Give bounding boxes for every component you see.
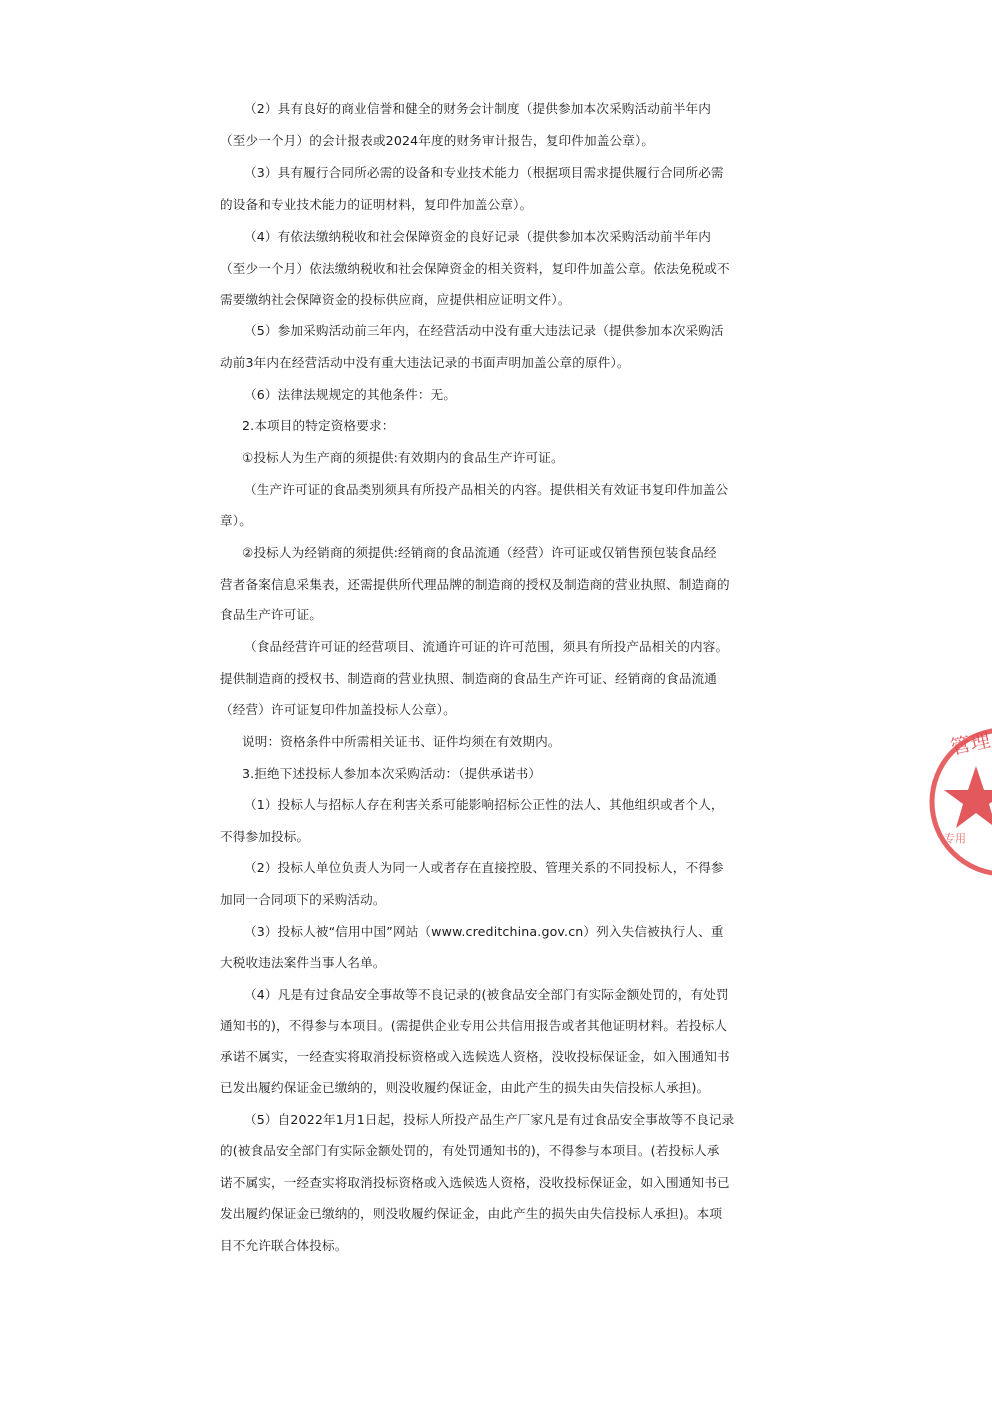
text-line: （食品经营许可证的经营项目、流通许可证的许可范围，须具有所投产品相关的内容。	[244, 639, 729, 654]
text-line: （经营）许可证复印件加盖投标人公章）。	[220, 702, 456, 717]
text-line: （1）投标人与招标人存在利害关系可能影响招标公正性的法人、其他组织或者个人，	[244, 797, 724, 812]
text-line: 不得参加投标。	[220, 829, 310, 844]
text-line: 已发出履约保证金已缴纳的，则没收履约保证金，由此产生的损失由失信投标人承担)。	[220, 1080, 710, 1095]
text-line: 大税收违法案件当事人名单。	[220, 955, 386, 970]
text-line: 提供制造商的授权书、制造商的营业执照、制造商的食品生产许可证、经销商的食品流通	[220, 671, 718, 686]
text-line: ②投标人为经销商的须提供:经销商的食品流通（经营）许可证或仅销售预包装食品经	[242, 545, 717, 560]
text-line: （6）法律法规规定的其他条件：无。	[244, 387, 457, 402]
text-line: （3）投标人被“信用中国”网站（www.creditchina.gov.cn）列入失信被执行人、重	[244, 924, 724, 939]
text-line: 加同一合同项下的采购活动。	[220, 892, 386, 907]
text-line: （生产许可证的食品类别须具有所投产品相关的内容。提供相关有效证书复印件加盖公	[244, 482, 729, 497]
text-line: （4）有依法缴纳税收和社会保障资金的良好记录（提供参加本次采购活动前半年内	[244, 229, 711, 244]
text-line: 发出履约保证金已缴纳的，则没收履约保证金，由此产生的损失由失信投标人承担)。本项	[220, 1206, 723, 1221]
note-line: 说明：资格条件中所需相关证书、证件均须在有效期内。	[242, 734, 561, 749]
company-seal-icon	[924, 722, 992, 882]
text-line: 章）。	[220, 513, 252, 528]
text-line: 需要缴纳社会保障资金的投标供应商，应提供相应证明文件）。	[220, 292, 571, 307]
text-line: 通知书的)，不得参与本项目。(需提供企业专用公共信用报告或者其他证明材料。若投标人	[220, 1018, 728, 1033]
text-line: 的设备和专业技术能力的证明材料，复印件加盖公章）。	[220, 197, 533, 212]
text-line: （5）参加采购活动前三年内，在经营活动中没有重大违法记录（提供参加本次采购活	[244, 323, 724, 338]
text-line: （3）具有履行合同所必需的设备和专业技术能力（根据项目需求提供履行合同所必需	[244, 165, 724, 180]
seal-text-bottom: 专用	[944, 832, 966, 845]
text-line: 营者备案信息采集表，还需提供所代理品牌的制造商的授权及制造商的营业执照、制造商的	[220, 577, 730, 592]
text-line: （5）自2022年1月1日起，投标人所投产品生产厂家凡是有过食品安全事故等不良记录	[244, 1112, 735, 1127]
text-line: ①投标人为生产商的须提供:有效期内的食品生产许可证。	[242, 450, 564, 465]
text-line: （4）凡是有过食品安全事故等不良记录的(被食品安全部门有实际金额处罚的，有处罚	[244, 987, 729, 1002]
seal-star-icon	[944, 766, 992, 828]
seal-text-top: 管理	[948, 727, 992, 760]
text-line: （至少一个月）的会计报表或2024年度的财务审计报告，复印件加盖公章）。	[220, 133, 655, 148]
text-line: （2）具有良好的商业信誉和健全的财务会计制度（提供参加本次采购活动前半年内	[244, 101, 711, 116]
text-line: （2）投标人单位负责人为同一人或者存在直接控股、管理关系的不同投标人，不得参	[244, 860, 724, 875]
text-line: 诺不属实，一经查实将取消投标资格或入选候选人资格，没收投标保证金，如入围通知书已	[220, 1175, 730, 1190]
section-heading: 3.拒绝下述投标人参加本次采购活动：（提供承诺书）	[242, 766, 542, 781]
text-line: （至少一个月）依法缴纳税收和社会保障资金的相关资料，复印件加盖公章。依法免税或不	[220, 261, 730, 276]
text-line: 承诺不属实，一经查实将取消投标资格或入选候选人资格，没收投标保证金，如入围通知书	[220, 1049, 730, 1064]
text-line: 目不允许联合体投标。	[220, 1238, 348, 1253]
section-heading: 2.本项目的特定资格要求：	[242, 418, 395, 433]
text-line: 食品生产许可证。	[220, 607, 322, 622]
text-line: 的(被食品安全部门有实际金额处罚的，有处罚通知书的)，不得参与本项目。(若投标人承	[220, 1143, 720, 1158]
text-line: 动前3年内在经营活动中没有重大违法记录的书面声明加盖公章的原件）。	[220, 355, 630, 370]
